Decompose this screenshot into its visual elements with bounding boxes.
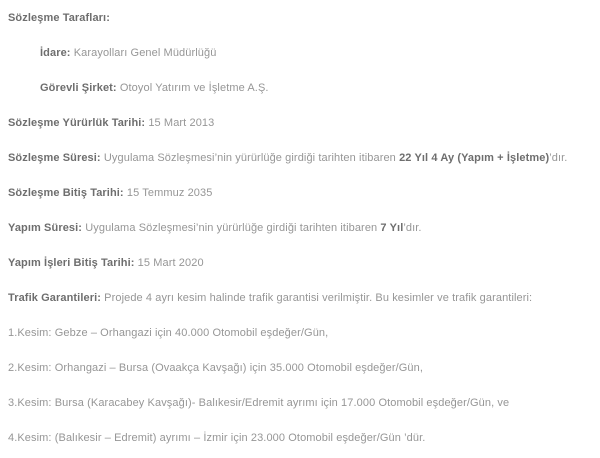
label-text: Sözleşme Yürürlük Tarihi:: [8, 117, 146, 129]
label-text: 22 Yıl 4 Ay (Yapım + İşletme): [399, 152, 550, 164]
kesim-2-line: [8, 360, 592, 376]
yapim-suresi-line: [8, 220, 592, 236]
label-text: Sözleşme Tarafları:: [8, 12, 110, 24]
body-text: 4.Kesim: (Balıkesir – Edremit) ayrımı – İzmir için 23.000 Otomobil eşdeğer/Gün ’dür.: [8, 432, 426, 444]
trafik-garantileri-line: [8, 290, 592, 306]
label-text: Yapım İşleri Bitiş Tarihi:: [8, 257, 135, 269]
gorevli-sirket-line: [40, 80, 592, 96]
label-text: Yapım Süresi:: [8, 222, 83, 234]
body-text: 15 Temmuz 2035: [123, 187, 213, 199]
idare-line: [40, 45, 592, 61]
label-text: Görevli Şirket:: [40, 82, 117, 94]
label-text: Sözleşme Bitiş Tarihi:: [8, 187, 124, 199]
body-text: Otoyol Yatırım ve İşletme A.Ş.: [116, 82, 269, 94]
body-text: 2.Kesim: Orhangazi – Bursa (Ovaakça Kavşağı) için 35.000 Otomobil eşdeğer/Gün,: [8, 362, 424, 374]
body-text: 3.Kesim: Bursa (Karacabey Kavşağı)- Balıkesir/Edremit ayrımı için 17.000 Otomobil eşdeğer/Gün, ve: [8, 397, 510, 409]
body-text: ’dır.: [549, 152, 568, 164]
body-text: 15 Mart 2020: [134, 257, 204, 269]
sozlesme-yururluk-tarihi-line: [8, 115, 592, 131]
body-text: Uygulama Sözleşmesi’nin yürürlüğe girdiği tarihten itibaren: [82, 222, 381, 234]
label-text: Sözleşme Süresi:: [8, 152, 101, 164]
kesim-4-line: [8, 430, 592, 446]
label-text: 7 Yıl: [380, 222, 404, 234]
sozlesme-suresi-line: [8, 150, 592, 166]
label-text: İdare:: [40, 47, 71, 59]
body-text: 1.Kesim: Gebze – Orhangazi için 40.000 Otomobil eşdeğer/Gün,: [8, 327, 329, 339]
kesim-1-line: [8, 325, 592, 341]
kesim-3-line: [8, 395, 592, 411]
label-text: Trafik Garantileri:: [8, 292, 101, 304]
sozlesme-taraflari-heading: [8, 10, 592, 26]
yapim-isleri-bitis-tarihi-line: [8, 255, 592, 271]
body-text: Uygulama Sözleşmesi’nin yürürlüğe girdiği tarihten itibaren: [100, 152, 400, 164]
body-text: Projede 4 ayrı kesim halinde trafik garantisi verilmiştir. Bu kesimler ve trafik garantileri:: [101, 292, 533, 304]
body-text: 15 Mart 2013: [145, 117, 215, 129]
sozlesme-bitis-tarihi-line: [8, 185, 592, 201]
body-text: Karayolları Genel Müdürlüğü: [70, 47, 217, 59]
body-text: ’dır.: [403, 222, 422, 234]
